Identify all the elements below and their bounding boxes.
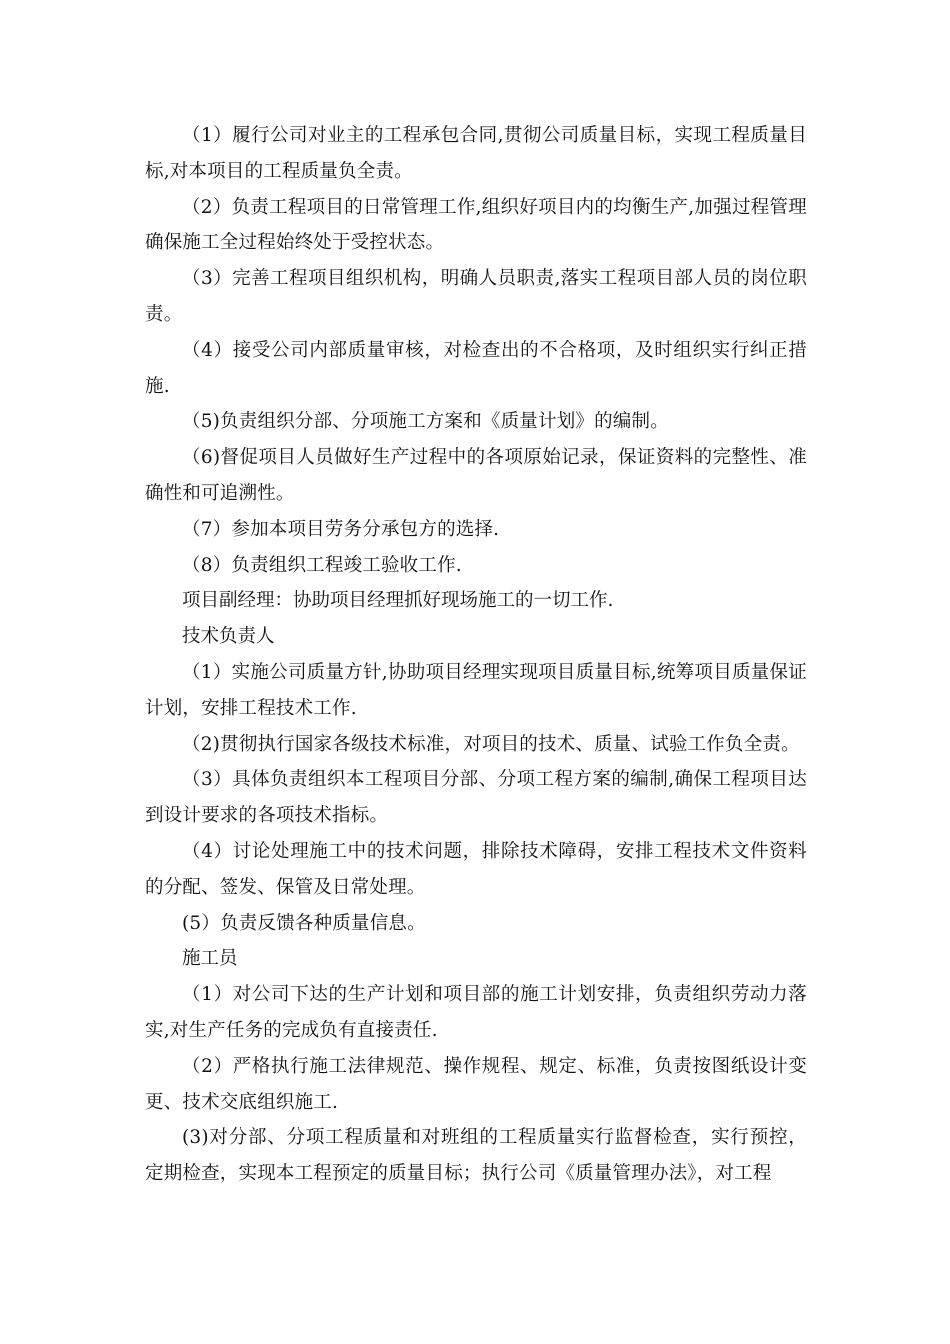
paragraph: （2）严格执行施工法律规范、操作规程、规定、标准，负责按图纸设计变更、技术交底组织施工. — [145, 1055, 807, 1113]
paragraph: （1）实施公司质量方针,协助项目经理实现项目质量目标,统筹项目质量保证计划，安排工程技术工作. — [145, 661, 807, 719]
paragraph: （1）对公司下达的生产计划和项目部的施工计划安排，负责组织劳动力落实,对生产任务的完成负有直接责任. — [145, 984, 807, 1041]
paragraph: (3)对分部、分项工程质量和对班组的工程质量实行监督检查，实行预控，定期检查，实现本工程预定的质量目标；执行公司《质量管理办法》，对工程 — [145, 1127, 807, 1185]
paragraph: （2)贯彻执行国家各级技术标准，对项目的技术、质量、试验工作负全责。 — [182, 733, 800, 755]
paragraph: （1）履行公司对业主的工程承包合同,贯彻公司质量目标，实现工程质量目标,对本项目的工程质量负全责。 — [145, 125, 807, 182]
paragraph: (5）负责反馈各种质量信息。 — [182, 912, 426, 934]
section-heading-site-worker: 施工员 — [182, 948, 238, 970]
document-page — [145, 118, 807, 1192]
paragraph: （5)负责组织分部、分项施工方案和《质量计划》的编制。 — [182, 411, 669, 433]
section-heading-technical-lead: 技术负责人 — [182, 626, 275, 648]
section-heading-deputy-manager: 项目副经理：协助项目经理抓好现场施工的一切工作. — [182, 590, 614, 612]
paragraph: （4）接受公司内部质量审核，对检查出的不合格项，及时组织实行纠正措施. — [145, 339, 807, 397]
paragraph: （8）负责组织工程竣工验收工作. — [182, 554, 462, 576]
paragraph: （3）具体负责组织本工程项目分部、分项工程方案的编制,确保工程项目达到设计要求的各项技术指标。 — [145, 769, 807, 827]
paragraph: （7）参加本项目劳务分承包方的选择. — [182, 518, 500, 540]
paragraph: （6)督促项目人员做好生产过程中的各项原始记录，保证资料的完整性、准确性和可追溯性。 — [145, 447, 807, 504]
paragraph: （4）讨论处理施工中的技术问题，排除技术障碍，安排工程技术文件资料的分配、签发、保管及日常处理。 — [145, 840, 807, 898]
paragraph: （2）负责工程项目的日常管理工作,组织好项目内的均衡生产,加强过程管理确保施工全过程始终处于受控状态。 — [145, 196, 807, 254]
paragraph: （3）完善工程项目组织机构，明确人员职责,落实工程项目部人员的岗位职责。 — [145, 268, 807, 325]
